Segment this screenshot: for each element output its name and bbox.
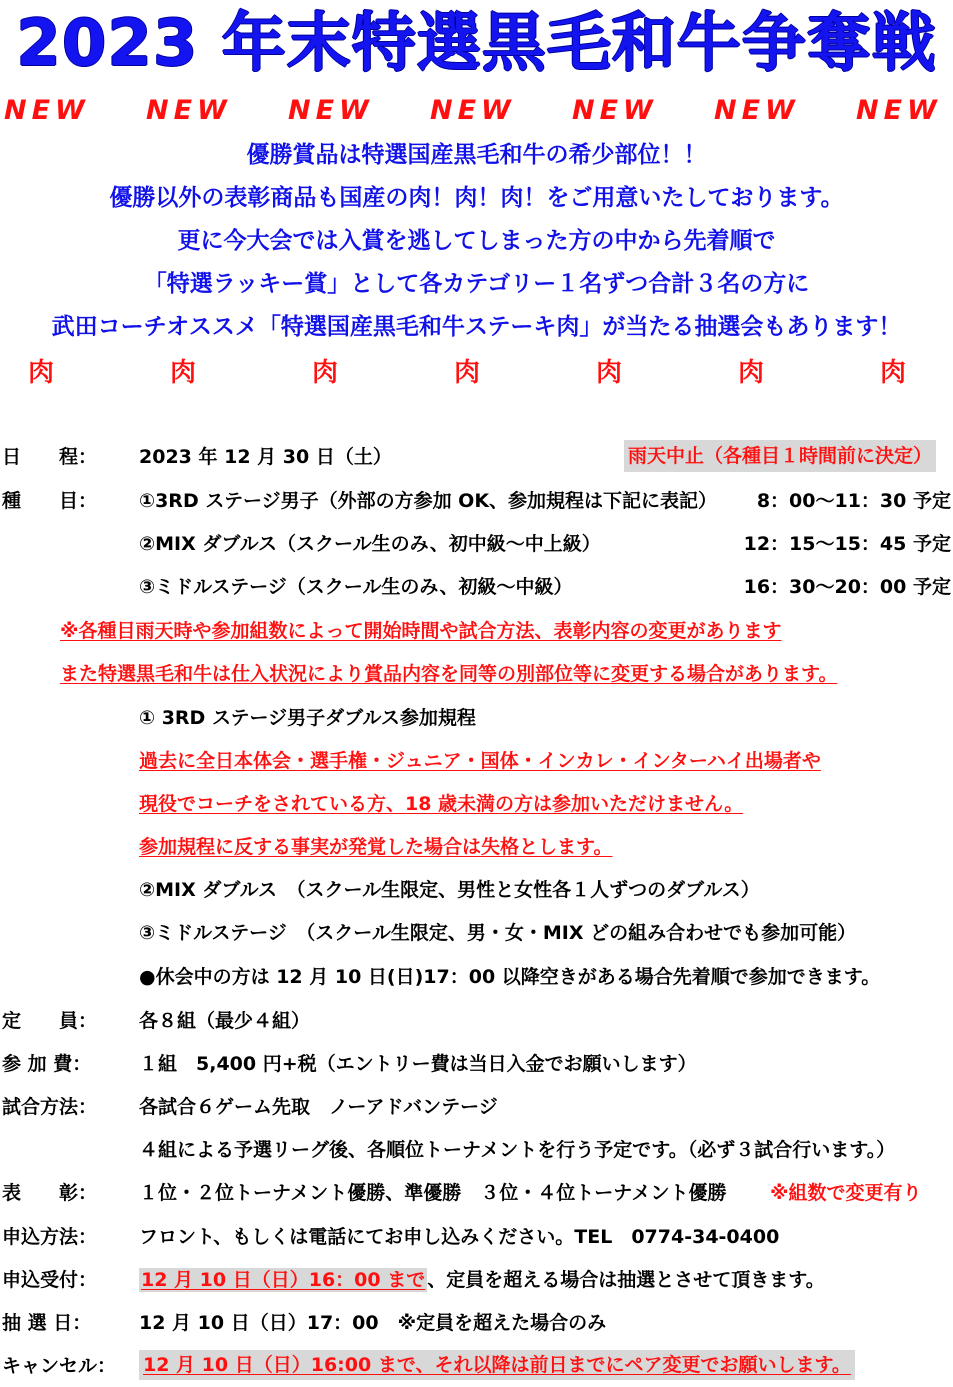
fee-label: 参 加 費： [2, 1053, 92, 1075]
deadline-rest: 、定員を超える場合は抽選とさせて頂きます。 [427, 1269, 825, 1291]
niku-label: 肉 [738, 358, 765, 388]
lead-line: 武田コーチオススメ「特選国産黒毛和牛ステーキ肉」が当たる抽選会もあります！ [51, 314, 902, 340]
new-label: NEW [146, 95, 232, 126]
niku-label: 肉 [596, 358, 623, 388]
lottery-value: 12 月 10 日（日）17：00 ※定員を超えた場合のみ [139, 1312, 607, 1334]
event-item: ③ミドルステージ（スクール生のみ、初級～中級） [139, 576, 573, 598]
rules-restriction: 現役でコーチをされている方、18 歳未満の方は参加いただけません。 [139, 793, 744, 815]
event-title: 2023 年末特選黒毛和牛争奪戦 [16, 7, 937, 81]
niku-label: 肉 [28, 358, 55, 388]
niku-label: 肉 [170, 358, 197, 388]
apply-value: フロント、もしくは電話にてお申し込みください。TEL 0774-34-0400 [139, 1226, 780, 1248]
change-note: ※各種目雨天時や参加組数によって開始時間や試合方法、表彰内容の変更があります [60, 620, 782, 642]
lead-line: 「特選ラッキー賞」として各カテゴリー１名ずつ合計３名の方に [143, 271, 810, 297]
mix-rule: ②MIX ダブルス （スクール生限定、男性と女性各１人ずつのダブルス） [139, 879, 760, 901]
middle-rule: ③ミドルステージ （スクール生限定、男・女・MIX どの組み合わせでも参加可能） [139, 922, 857, 944]
deadline-date: 12 月 10 日（日）16：00 まで [141, 1269, 426, 1291]
event-time: 8：00～11：30 予定 [756, 490, 951, 512]
schedule-date: 2023 年 12 月 30 日（土） [139, 446, 392, 468]
lead-line: 更に今大会では入賞を逃してしまった方の中から先着順で [177, 228, 776, 254]
rules-restriction: 過去に全日本体会・選手権・ジュニア・国体・インカレ・インターハイ出場者や [139, 750, 821, 772]
niku-label: 肉 [454, 358, 481, 388]
awards-note: ※組数で変更有り [770, 1182, 922, 1204]
format-label: 試合方法： [2, 1096, 98, 1118]
change-note: また特選黒毛和牛は仕入状況により賞品内容を同等の別部位等に変更する場合があります。 [60, 663, 838, 685]
capacity-value: 各８組（最少４組） [139, 1010, 311, 1032]
event-time: 16：30～20：00 予定 [743, 576, 951, 598]
deadline-line [139, 1266, 825, 1294]
rules-heading: ① 3RD ステージ男子ダブルス参加規程 [139, 707, 476, 729]
apply-label: 申込方法： [2, 1226, 98, 1248]
new-label: NEW [714, 95, 800, 126]
new-label: NEW [4, 95, 90, 126]
capacity-label: 定 員： [2, 1010, 98, 1032]
event-time: 12：15～15：45 予定 [743, 533, 951, 555]
lead-line: 優勝賞品は特選国産黒毛和牛の希少部位！！ [246, 142, 707, 168]
rules-restriction: 参加規程に反する事実が発覚した場合は失格とします。 [139, 836, 613, 858]
lead-line: 優勝以外の表彰商品も国産の肉！肉！肉！をご用意いたしております。 [109, 185, 844, 211]
events-label: 種 目： [2, 490, 98, 512]
lottery-label: 抽 選 日： [2, 1312, 92, 1334]
new-label: NEW [288, 95, 374, 126]
niku-label: 肉 [880, 358, 907, 388]
new-label: NEW [430, 95, 516, 126]
deadline-label: 申込受付： [2, 1269, 98, 1291]
new-label: NEW [856, 95, 942, 126]
awards-value: １位・２位トーナメント優勝、準優勝 ３位・４位トーナメント優勝 [139, 1182, 727, 1204]
fee-value: １組 5,400 円+税（エントリー費は当日入金でお願いします） [139, 1053, 697, 1075]
event-item: ②MIX ダブルス（スクール生のみ、初中級～中上級） [139, 533, 601, 555]
format-line: 各試合６ゲーム先取 ノーアドバンテージ [139, 1096, 498, 1118]
schedule-label: 日 程： [2, 446, 98, 468]
format-line: ４組による予選リーグ後、各順位トーナメントを行う予定です。（必ず３試合行います。） [139, 1139, 896, 1161]
rain-note: 雨天中止（各種目１時間前に決定） [624, 440, 936, 472]
awards-label: 表 彰： [2, 1182, 98, 1204]
event-item: ①3RD ステージ男子（外部の方参加 OK、参加規程は下記に表記） [139, 490, 718, 512]
niku-label: 肉 [312, 358, 339, 388]
cancel-label: キャンセル： [2, 1355, 117, 1377]
new-label: NEW [572, 95, 658, 126]
absence-rule: ●休会中の方は 12 月 10 日(日)17：00 以降空きがある場合先着順で参加できます。 [139, 966, 881, 988]
cancel-value: 12 月 10 日（日）16:00 まで、それ以降は前日までにペア変更でお願いします。 [139, 1350, 855, 1380]
